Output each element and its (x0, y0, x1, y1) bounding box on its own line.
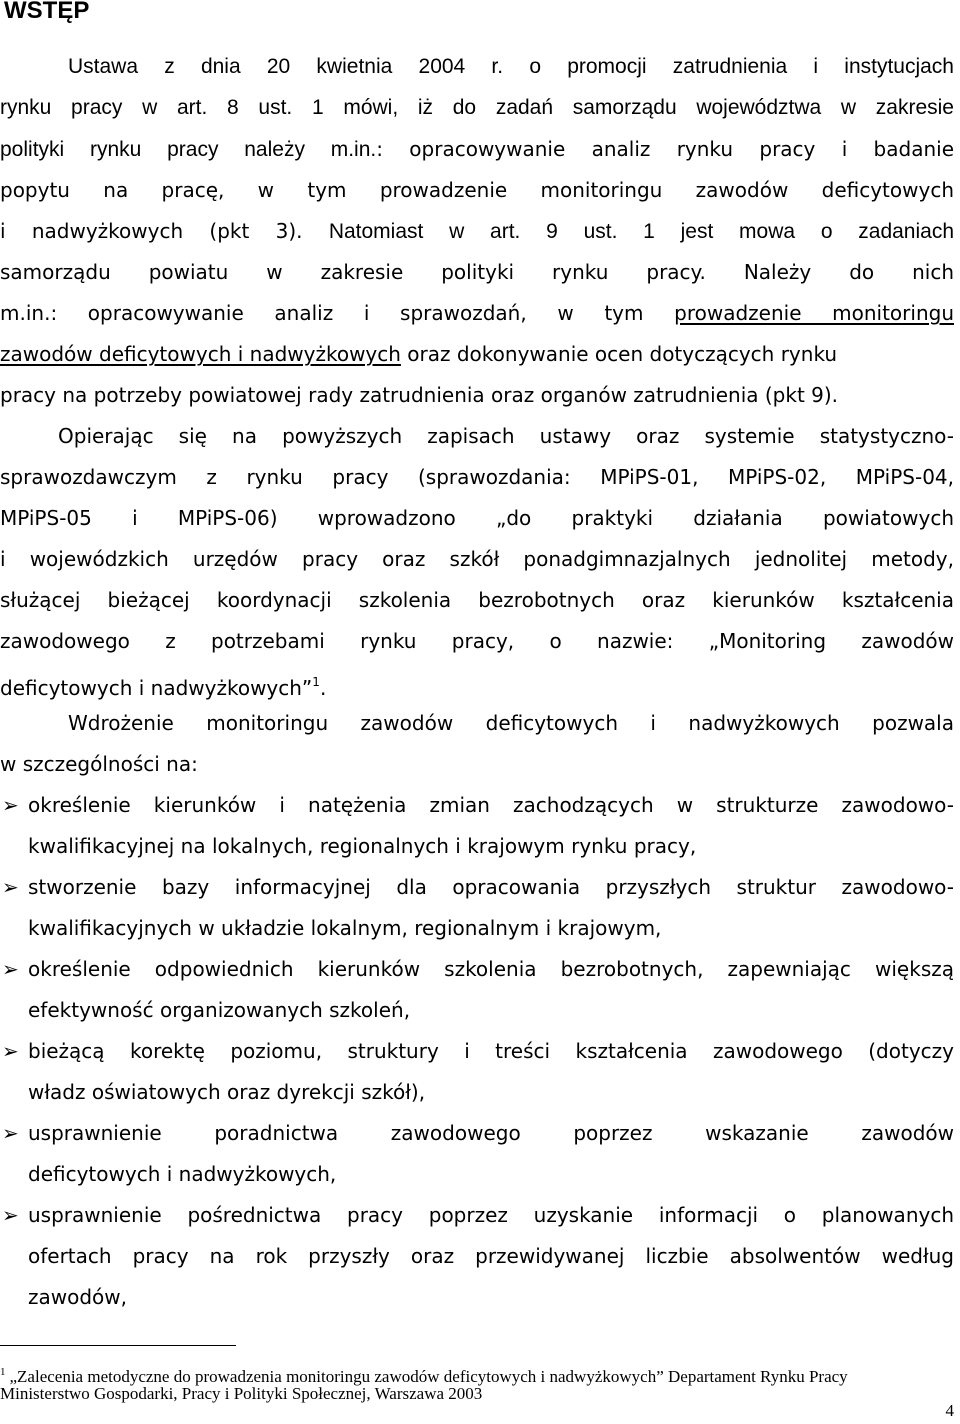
paragraph-line: samorządu powiatu w zakresie polityki rynku pracy. Należy do nich (0, 260, 954, 284)
paragraph-line: sprawozdawczym z rynku pracy (sprawozdania: MPiPS-01, MPiPS-02, MPiPS-04, (0, 465, 954, 489)
list-item-line: określenie odpowiednich kierunków szkolenia bezrobotnych, zapewniając większą (28, 957, 954, 981)
list-item-line: zawodów, (28, 1285, 127, 1309)
list-item-line: stworzenie bazy informacyjnej dla opracowania przyszłych struktur zawodowo- (28, 875, 954, 899)
paragraph-line (0, 298, 954, 328)
underlined-text: zawodów deficytowych i nadwyżkowych (0, 342, 401, 366)
chevron-bullet-icon: ➢ (2, 875, 19, 899)
paragraph-line: Ustawa z dnia 20 kwietnia 2004 r. o promocji zatrudnienia i instytucjach (68, 55, 954, 78)
text-run: deficytowych i nadwyżkowych” (0, 676, 313, 700)
chevron-bullet-icon: ➢ (2, 1203, 19, 1227)
chevron-bullet-icon: ➢ (2, 957, 19, 981)
paragraph-line: popytu na pracę, w tym prowadzenie monitoringu zawodów deficytowych (0, 178, 954, 202)
text-run: oraz dokonywanie ocen dotyczących rynku (400, 342, 838, 366)
text-run: Natomiast w art. 9 ust. 1 jest mowa o zadaniach (328, 220, 955, 243)
text-run: i nadwyżkowych (pkt 3). (0, 219, 303, 243)
list-item-line: usprawnienie poradnictwa zawodowego poprzez wskazanie zawodów (28, 1121, 954, 1145)
paragraph-line (0, 339, 954, 369)
list-item-line: kwalifikacyjnej na lokalnych, regionalnych i krajowym rynku pracy, (28, 834, 697, 858)
list-item-line: kwalifikacyjnych w układzie lokalnym, regionalnym i krajowym, (28, 916, 662, 940)
text-run: : opracowywanie analiz i sprawozdań, w tym (50, 301, 675, 325)
paragraph-line (0, 667, 954, 700)
paragraph-line (0, 134, 954, 164)
chevron-bullet-icon: ➢ (2, 793, 19, 817)
footnote-continuation: Ministerstwo Gospodarki, Pracy i Polityki Społecznej, Warszawa 2003 (0, 1384, 483, 1403)
paragraph-line: służącej bieżącej koordynacji szkolenia bezrobotnych oraz kierunków kształcenia (0, 588, 954, 612)
list-item-line: deficytowych i nadwyżkowych, (28, 1162, 337, 1186)
text-run: m.in. (0, 301, 51, 325)
paragraph-line: Opierając się na powyższych zapisach ustawy oraz systemie statystyczno- (58, 424, 954, 448)
footnote-divider (0, 1345, 236, 1346)
footnote-ref: 1 (312, 675, 320, 689)
list-item-line: ofertach pracy na rok przyszły oraz przewidywanej liczbie absolwentów według (28, 1244, 954, 1268)
list-item-line: bieżącą korektę poziomu, struktury i treści kształcenia zawodowego (dotyczy (28, 1039, 954, 1063)
footnote-number: 1 (0, 1366, 6, 1378)
paragraph-line: pracy na potrzeby powiatowej rady zatrudnienia oraz organów zatrudnienia (pkt 9). (0, 383, 839, 407)
list-item-line: określenie kierunków i natężenia zmian zachodzących w strukturze zawodowo- (28, 793, 954, 817)
chevron-bullet-icon: ➢ (2, 1039, 19, 1063)
paragraph-line: zawodowego z potrzebami rynku pracy, o nazwie: „Monitoring zawodów (0, 629, 954, 653)
paragraph-line: w szczególności na: (0, 752, 198, 776)
paragraph-line: i wojewódzkich urzędów pracy oraz szkół ponadgimnazjalnych jednolitej metody, (0, 547, 954, 571)
text-run: . (319, 676, 327, 700)
text-run: polityki rynku pracy należy m.in. (0, 138, 377, 161)
list-item-line: efektywność organizowanych szkoleń, (28, 998, 411, 1022)
section-heading: WSTĘP (4, 0, 90, 24)
paragraph-line: MPiPS-05 i MPiPS-06) wprowadzono „do praktyki działania powiatowych (0, 506, 954, 530)
paragraph-line (0, 216, 954, 246)
paragraph-line: Wdrożenie monitoringu zawodów deficytowych i nadwyżkowych pozwala (68, 711, 954, 735)
list-item-line: władz oświatowych oraz dyrekcji szkół), (28, 1080, 426, 1104)
footnote-text: „Zalecenia metodyczne do prowadzenia monitoringu zawodów deficytowych i nadwyżkowych” Departament Rynku Pracy (9, 1367, 848, 1386)
page-number: 4 (945, 1401, 954, 1420)
chevron-bullet-icon: ➢ (2, 1121, 19, 1145)
list-item-line: usprawnienie pośrednictwa pracy poprzez uzyskanie informacji o planowanych (28, 1203, 954, 1227)
underlined-text: prowadzenie monitoringu (674, 301, 954, 325)
text-run: : opracowywanie analiz rynku pracy i badanie (376, 137, 954, 161)
paragraph-line: rynku pracy w art. 8 ust. 1 mówi, iż do zadań samorządu województwa w zakresie (0, 96, 954, 119)
